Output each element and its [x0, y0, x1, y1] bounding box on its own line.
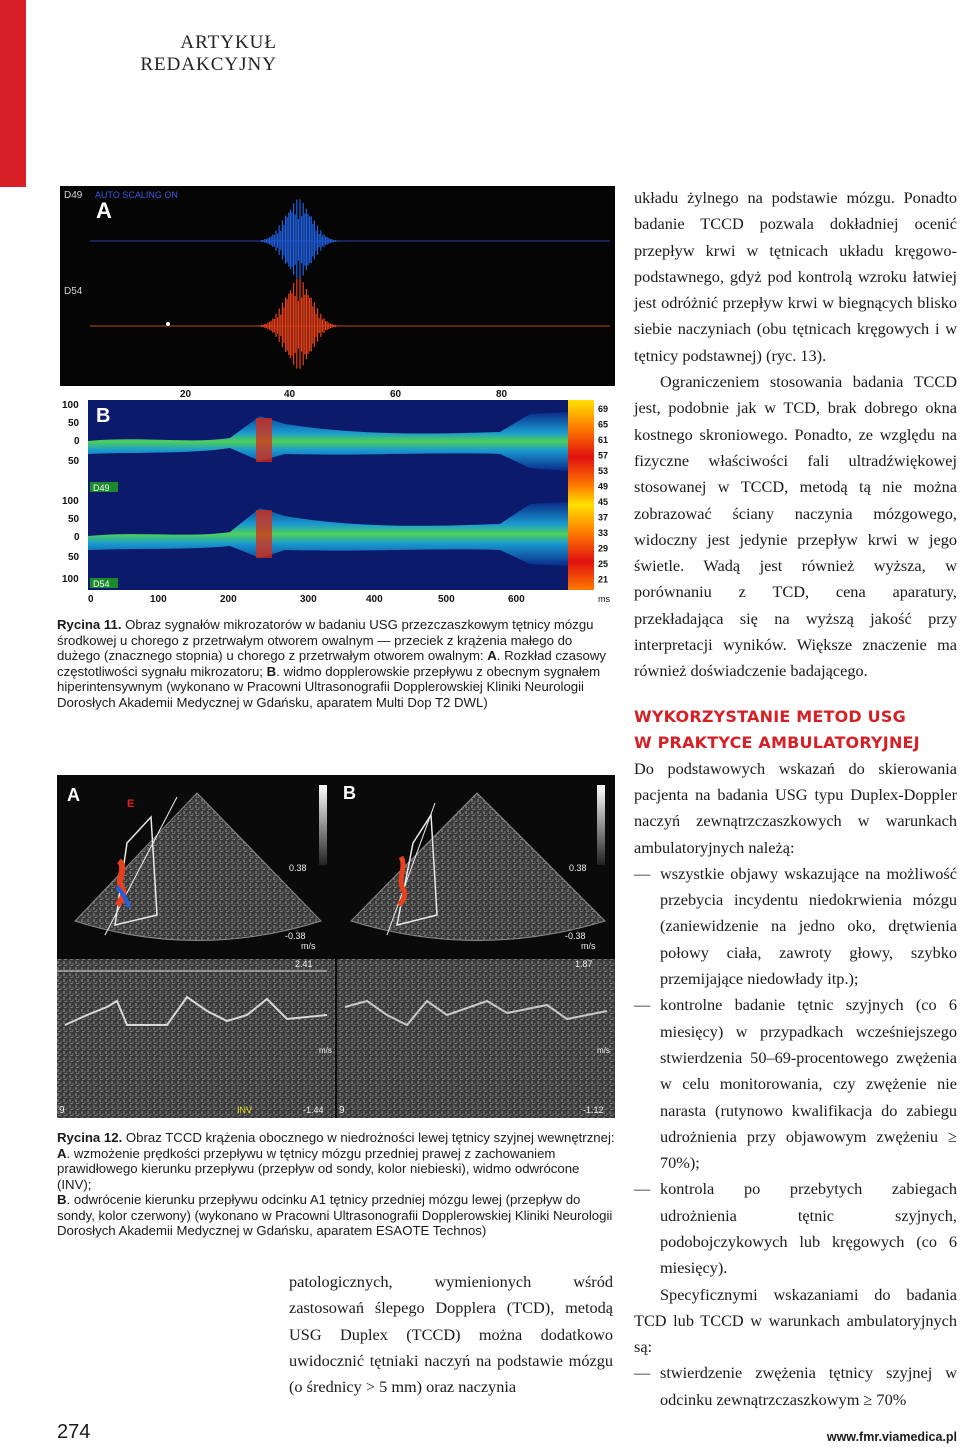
x-tick-label: 500 [438, 594, 455, 605]
panel-a-ms-unit: m/s [319, 1046, 332, 1055]
list-item [634, 992, 957, 1176]
x-tick-label: 400 [366, 594, 383, 605]
panel-b-scale-bottom: -0.38 [565, 931, 586, 941]
panel-a-letter: A [96, 198, 112, 223]
color-scale-value: 33 [598, 528, 609, 538]
x-axis-strip [60, 590, 615, 606]
panel-a-depth-top: D49 [64, 190, 83, 201]
section-heading-line2: W PRAKTYCE AMBULATORYJNEJ [634, 732, 920, 752]
color-scale-value: 61 [598, 435, 609, 445]
inv-label: INV [237, 1105, 253, 1115]
left-paragraph-1: patologicznych, wymienionych wśród zastosowań ślepego Dopplera (TCD), metodą USG Duplex (TCCD) można dodatkowo uwidocznić tętniaki naczyń na podstawie mózgu (o średnicy > 5 mm) oraz naczynia [289, 1272, 613, 1397]
depth-label-lower: D54 [93, 579, 110, 589]
right-paragraph-3: Do podstawowych wskazań do skierowania pacjenta na badania USG typu Duplex-Doppler naczyń zewnątrzczaszkowych w warunkach ambulatoryjnych należą: [634, 758, 957, 857]
x-tick-label: 600 [508, 594, 525, 605]
right-column-text [634, 185, 957, 1413]
top-scale-label: 40 [284, 389, 296, 400]
panel-b-gray-scale [597, 785, 605, 865]
caption-11-text-2: . Rozkład czasowy częstotliwości sygnału mikrozatoru; [57, 648, 606, 679]
x-tick-label: 200 [220, 594, 237, 605]
panel-a-gray-scale [319, 785, 327, 865]
marker-dot [166, 322, 170, 326]
panel-b-letter: B [96, 405, 111, 427]
y-tick-label: 50 [68, 552, 80, 563]
left-column-text [289, 1269, 613, 1400]
color-scale-value: 21 [598, 574, 609, 585]
top-scale-label: 20 [180, 389, 192, 400]
caption-11-text-3: . widmo dopplerowskie przepływu z obecnym sygnałem hiperintensywnym (wykonano w Pracowni Ultrasonografii Dopplerowskiej Kliniki Neurologii Dorosłych Akademii Medycznej w Gdańsku, aparatem Multi Dop T2 DWL) [57, 663, 601, 710]
hits-signal-upper [256, 418, 272, 462]
dash-bullet: — [634, 1363, 651, 1383]
x-tick-label: 300 [300, 594, 317, 605]
y-tick-label: 100 [62, 496, 79, 507]
caption-11-label: Rycina 11. [57, 617, 122, 632]
top-scale-strip [60, 386, 615, 400]
section-heading-line1: WYKORZYSTANIE METOD USG [634, 706, 906, 726]
color-scale-value: 57 [598, 450, 609, 461]
top-scale-label: 80 [496, 389, 508, 400]
panel-a-value-bottom: -1.44 [303, 1105, 324, 1115]
panel-a-e-label: E [127, 798, 135, 810]
panel-a-spectrum [57, 959, 335, 1118]
color-scale-value: 53 [598, 466, 609, 476]
page-number: 274 [57, 1421, 91, 1443]
section-label-line1: ARTYKUŁ [180, 32, 277, 53]
list-item-text: wszystkie objawy wskazujące na możliwość przebycia incydentu niedokrwienia mózgu (zaniewidzenie na jedno oko, drętwienia połowy ciała, zawroty głowy, szybko przemijające niedowłady itp.); [660, 863, 957, 989]
y-tick-label: 100 [62, 574, 79, 585]
caption-11-text-1: Obraz sygnałów mikrozatorów w badaniu USG przezczaszkowym tętnicy mózgu środkowej u chorego z przetrwałym otworem owalnym — przeciek z krążenia małego do dużego (znacznego stopnia) u chorego z przetrwałym otworem owalnym: [57, 617, 594, 663]
color-scale-value: 69 [598, 404, 609, 414]
panel-b-ms-unit: m/s [597, 1046, 610, 1055]
website-url[interactable]: www.fmr.viamedica.pl [826, 1430, 957, 1444]
color-scale-value: 29 [598, 543, 609, 554]
color-scale-value: 25 [598, 559, 609, 569]
panel-a-scale-top: 0.38 [289, 863, 307, 873]
color-scale-value: 37 [598, 512, 609, 523]
panel-a-background [60, 186, 615, 386]
y-tick-label: 50 [68, 418, 80, 429]
dash-bullet: — [634, 863, 651, 883]
list-item-text: kontrolne badanie tętnic szyjnych (co 6 miesięcy) w przypadkach wcześniejszego stwierdzenia 50–69-procentowego zwężenia w celu monitorowania, czy zwężenie nie narasta (rutynowo kwalifikacja do zabiegu udrożnienia przy objawowym zwężeniu ≥ 70%); [660, 995, 957, 1173]
panel-a-scale-bottom: -0.38 [285, 931, 306, 941]
panel-a-nine: 9 [59, 1105, 65, 1116]
x-unit-label: ms [598, 594, 610, 604]
y-tick-label: 50 [68, 514, 80, 525]
figure-12-caption [57, 1130, 617, 1239]
panel-a-unit: m/s [301, 941, 316, 951]
caption-12-b: B [57, 1192, 67, 1207]
panel-b-value-bottom: -1.12 [583, 1105, 604, 1115]
top-scale-label: 60 [390, 389, 402, 400]
panel-a-letter: A [67, 785, 80, 805]
panel-b-nine: 9 [339, 1105, 345, 1116]
x-tick-label: 0 [88, 594, 94, 605]
y-tick-label: 100 [62, 400, 79, 411]
caption-12-text-3: . odwrócenie kierunku przepływu odcinku A1 tętnicy przedniej mózgu lewej (przepływ do sondy, kolor czerwony) (wykonano w Pracowni Ultrasonografii Dopplerowskiej Kliniki Neurologii Dorosłych Akademii Medycznej w Gdańsku, aparatem ESAOTE Technos) [57, 1192, 613, 1238]
dash-bullet: — [634, 1179, 651, 1199]
section-color-bar [0, 0, 26, 187]
dash-bullet: — [634, 995, 651, 1015]
depth-label-upper: D49 [93, 483, 110, 493]
right-paragraph-2: Ograniczeniem stosowania badania TCCD jest, podobnie jak w TCD, brak dobrego okna kostnego skroniowego. Ponadto, ze względu na fizyczne właściwości fali ultradźwiękowej stosowanej w TCCD, metodą tą nie można zobrazować ściany naczynia mózgowego, widoczny jest jedynie przepływ krwi w jego świetle. Wadą jest również wyższa, w porównaniu z TCD, cena aparatury, przekładająca się na wyższą jakość przy interpretacji wyników. Większe znaczenie ma również doświadczenie badającego. [634, 372, 957, 681]
section-label [120, 32, 277, 76]
y-tick-label: 0 [74, 436, 80, 447]
panel-a-depth-bottom: D54 [64, 286, 83, 297]
panel-b-scale-top: 0.38 [569, 863, 587, 873]
list-item [634, 1360, 957, 1413]
figure-11-caption [57, 617, 617, 710]
caption-12-text-1: Obraz TCCD krążenia obocznego w niedrożności lewej tętnicy szyjnej wewnętrznej: [122, 1130, 615, 1145]
y-tick-label: 0 [74, 532, 80, 543]
panel-b-spectrum [337, 959, 615, 1118]
panel-b-unit: m/s [581, 941, 596, 951]
caption-12-label: Rycina 12. [57, 1130, 123, 1145]
x-tick-label: 100 [150, 594, 167, 605]
caption-11-b: B [266, 663, 277, 679]
y-tick-label: 50 [68, 456, 80, 467]
list-item-text: kontrola po przebytych zabiegach udrożnienia tętnic szyjnych, podobojczykowych lub kręgowych (co 6 miesięcy). [660, 1179, 957, 1278]
caption-11-a: A [487, 648, 497, 663]
list-item-text: stwierdzenie zwężenia tętnicy szyjnej w odcinku zewnątrzczaszkowym ≥ 70% [660, 1363, 957, 1409]
right-paragraph-4: Specyficznymi wskazaniami do badania TCD lub TCCD w warunkach ambulatoryjnych są: [634, 1284, 957, 1357]
panel-b-background [88, 400, 568, 590]
caption-12-a: A [57, 1145, 67, 1161]
color-scale-bar [568, 400, 594, 590]
color-scale-value: 45 [598, 497, 609, 507]
list-item [634, 1176, 957, 1281]
color-scale-value: 49 [598, 481, 609, 492]
caption-12-text-2: . wzmożenie prędkości przepływu w tętnicy mózgu przedniej prawej z zachowaniem prawidłowego kierunku przepływu (przepływ od sondy, kolor niebieski), widmo odwrócone (INV); [57, 1145, 580, 1192]
list-item [634, 861, 957, 992]
hits-signal-lower [256, 510, 272, 558]
color-scale-value: 65 [598, 419, 609, 430]
panel-b-value-top: 1.87 [575, 959, 593, 969]
section-label-line2: REDAKCYJNY [140, 54, 277, 75]
color-scale-values [598, 404, 608, 585]
right-paragraph-1: układu żylnego na podstawie mózgu. Ponadto badanie TCCD pozwala dokładniej ocenić przepływ krwi w tętnicach układu kręgowo-podstawnego, gdyż pod kontrolą wzroku łatwiej jest odróżnić przepływ krwi w biegnących blisko siebie naczyniach (obu tętnicach kręgowych i w tętnicy podstawnej) (ryc. 13). [634, 188, 957, 365]
panel-a-value-top: 2.41 [295, 959, 313, 969]
section-heading [634, 704, 957, 756]
figure-12-tccd-images [57, 775, 615, 1118]
panel-b-letter: B [343, 783, 356, 803]
scaling-text: AUTO SCALING ON [95, 190, 178, 200]
figure-11-doppler-spectrum [60, 186, 615, 606]
